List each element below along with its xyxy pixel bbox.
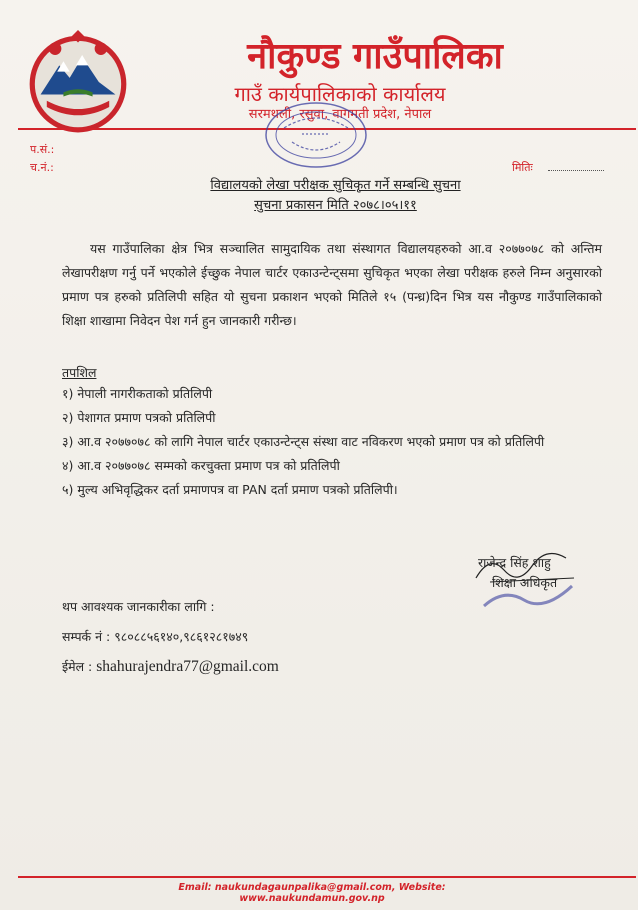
notice-subject: [193, 176, 478, 216]
more-info-label: थप आवश्यक जानकारीका लागि :: [62, 599, 215, 614]
date-blank-line: [548, 170, 604, 171]
list-item: ३) आ.व २०७७०७८ को लागि नेपाल चार्टर एकाउन्टेन्ट्स संस्था वाट नविकरण भएको प्रमाण पत्र को प्रतिलिपी: [62, 434, 545, 449]
publication-date-line: सुचना प्रकासन मिति २०७८।०५।११: [254, 198, 417, 213]
office-address: सरमथली, रसुवा, वागमती प्रदेश, नेपाल: [248, 107, 432, 122]
subject-line: विद्यालयको लेखा परीक्षक सुचिकृत गर्ने सम्बन्धि सुचना: [210, 178, 461, 193]
designation-stamp-icon: [478, 574, 578, 618]
nepal-emblem-logo: [26, 30, 130, 134]
list-item: ४) आ.व २०७७०७८ सम्मको करचुक्ता प्रमाण पत्र को प्रतिलिपी: [62, 458, 340, 473]
signatory-title: शिक्षा अधिकृत: [492, 575, 558, 590]
details-heading: तपशिल: [62, 365, 97, 380]
list-item: २) पेशागत प्रमाण पत्रको प्रतिलिपी: [62, 410, 216, 425]
footer-website-label: Website:: [398, 882, 446, 893]
signatory-name: राजेन्द्र सिंह शाहु: [478, 555, 551, 570]
date-label: मितिः: [512, 161, 533, 174]
contact-number: [62, 628, 248, 645]
footer-email[interactable]: naukundagaunpalika@gmail.com,: [214, 882, 396, 893]
notice-body: यस गाउँपालिका क्षेत्र भित्र सञ्चालित सामुदायिक तथा संस्थागत विद्यालयहरुको आ.व २०७७०७८ को अन्तिम लेखापरीक्षण गर्नु पर्ने भएकोले ईच्छुक नेपाल चार्टर एकाउन्टेन्ट्समा सुचिकृत भएका लेखा परीक्षक हरुले निम्न अनुसारको प्रमाण पत्र हरुको प्रतिलिपी सहित यो सुचना प्रकाशन भएको मितिले १५ (पन्ध्र)दिन भित्र यस नौकुण्ड गाउँपालिकाको शिक्षा शाखामा निवेदन पेश गर्न हुन जानकारी गरीन्छ।: [62, 241, 602, 328]
list-item: ५) मुल्य अभिवृद्धिकर दर्ता प्रमाणपत्र वा PAN दर्ता प्रमाण पत्रको प्रतिलिपी।: [62, 482, 398, 497]
phone-value: ९८०८८५६१४०,९८६१२८१७४९: [114, 629, 249, 644]
reference-number-label: प.सं.:: [30, 143, 55, 156]
list-item: १) नेपाली नागरीकताको प्रतिलिपी: [62, 386, 213, 401]
phone-label: सम्पर्क नं :: [62, 629, 111, 644]
email-label: ईमेल :: [62, 659, 93, 674]
footer-website-link[interactable]: www.naukundamun.gov.np: [239, 893, 385, 904]
office-name: गाउँ कार्यपालिकाको कार्यालय: [234, 82, 446, 106]
office-stamp-icon: [262, 98, 370, 172]
footer-email-label: Email:: [178, 882, 212, 893]
footer-divider: [18, 876, 636, 878]
organization-name: नौकुण्ड गाउँपालिका: [247, 36, 503, 77]
email-value[interactable]: shahurajendra77@gmail.com: [96, 658, 279, 675]
required-documents-list: [62, 382, 602, 502]
footer-contact: [112, 882, 512, 904]
contact-email: [62, 658, 279, 676]
dispatch-number-label: च.नं.:: [30, 161, 54, 174]
